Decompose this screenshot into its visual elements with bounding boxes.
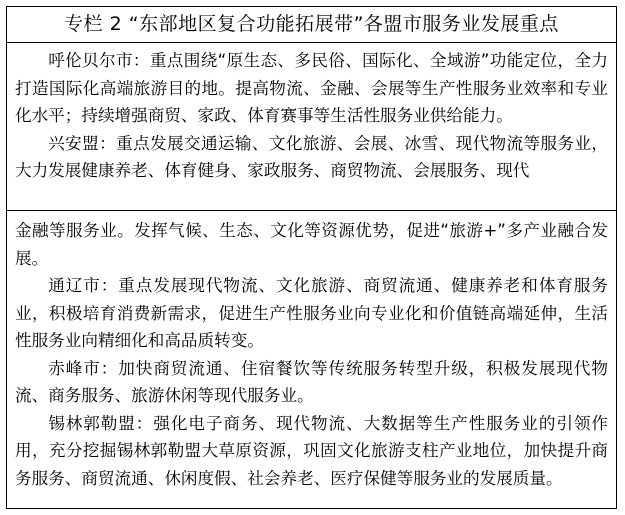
paragraph-hinggan: 兴安盟：重点发展交通运输、文化旅游、会展、冰雪、现代物流等服务业，大力发展健康养老、体育健身、家政服务、商贸物流、会展服务、现代 (15, 133, 608, 180)
text-block-top (15, 47, 608, 185)
paragraph-hulunbuir: 呼伦贝尔市：重点围绕“原生态、多民俗、国际化、全域游”功能定位，全力打造国际化高端旅游目的地。提高物流、金融、会展等生产性服务业效率和专业化水平；持续增强商贸、家政、体育赛事等生活性服务业供给能力。 (15, 51, 608, 125)
column-title: 专栏 2 “东部地区复合功能拓展带”各盟市服务业发展重点 (7, 7, 616, 43)
paragraph-hinggan-continued: 金融等服务业。发挥气候、生态、文化等资源优势，促进“旅游+”多产业融合发展。 (15, 221, 608, 268)
paragraph-tongliao: 通辽市：重点发展现代物流、文化旅游、商贸流通、健康养老和体育服务业，积极培育消费新需求，促进生产性服务业向专业化和价值链高端延伸，生活性服务业向精细化和高品质转变。 (15, 276, 608, 350)
text-block-bottom (15, 217, 608, 492)
paragraph-chifeng: 赤峰市：加快商贸流通、住宿餐饮等传统服务转型升级，积极发展现代物流、商务服务、旅游休闲等现代服务业。 (15, 358, 608, 405)
paragraph-xilingol: 锡林郭勒盟：强化电子商务、现代物流、大数据等生产性服务业的引领作用，充分挖掘锡林郭勒盟大草原资源，巩固文化旅游支柱产业地位，加快提升商务服务、商贸流通、休闲度假、社会养老、医疗保健等服务业的发展质量。 (15, 413, 608, 488)
page-break-divider (7, 210, 616, 211)
column-box (6, 6, 617, 509)
